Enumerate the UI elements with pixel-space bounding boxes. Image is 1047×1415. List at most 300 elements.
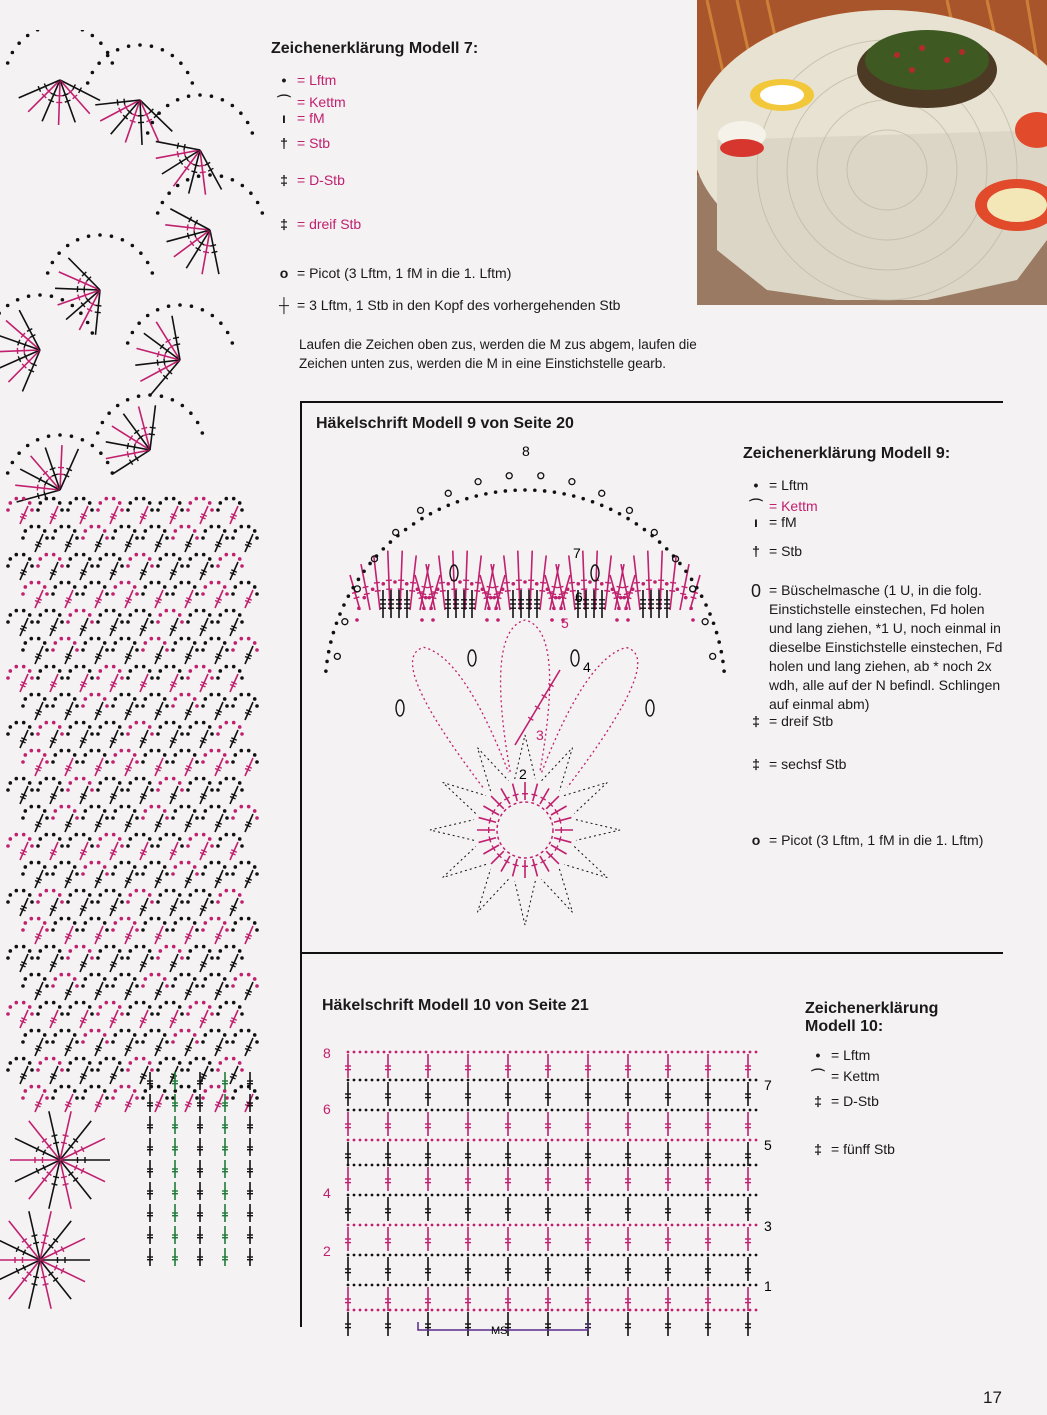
stitch-bar <box>199 165 205 166</box>
stitch-bar <box>65 100 71 102</box>
chain-dot <box>6 956 10 960</box>
chain-dot <box>74 665 78 669</box>
chain-dot <box>187 973 191 977</box>
chain-dot <box>164 609 168 613</box>
chain-dot <box>443 1109 446 1112</box>
chain-dot <box>113 865 117 869</box>
stitch-bar <box>669 591 675 592</box>
chain-dot <box>521 1139 524 1142</box>
chain-dot <box>180 788 184 792</box>
chain-dot <box>253 977 257 981</box>
chain-dot <box>575 1254 578 1257</box>
chain-dot <box>141 704 145 708</box>
stitch-bar <box>61 1176 67 1177</box>
chain-dot <box>14 777 18 781</box>
chain-dot <box>203 585 207 589</box>
chain-dot <box>749 1194 752 1197</box>
chain-dot <box>599 1079 602 1082</box>
chain-dot <box>96 900 100 904</box>
chain-dot <box>8 781 12 785</box>
chain-dot <box>737 1224 740 1227</box>
chain-dot <box>496 618 500 622</box>
chain-dot <box>53 585 57 589</box>
chain-dot <box>225 592 229 596</box>
chain-dot <box>158 669 162 673</box>
chain-dot <box>66 956 70 960</box>
chain-dot <box>665 582 669 586</box>
petal-outline <box>501 620 550 772</box>
chain-dot <box>88 837 92 841</box>
chain-dot <box>193 921 197 925</box>
chain-dot <box>665 547 669 551</box>
chain-dot <box>23 641 27 645</box>
chain-dot <box>383 1194 386 1197</box>
chain-dot <box>30 676 34 680</box>
chain-dot <box>218 725 222 729</box>
chain-dot <box>179 637 183 641</box>
chain-dot <box>66 564 70 568</box>
chain-dot <box>127 917 131 921</box>
chain-dot <box>515 1164 518 1167</box>
chain-dot <box>220 174 224 178</box>
chain-dot <box>719 1139 722 1142</box>
chain-dot <box>112 609 116 613</box>
chain-dot <box>53 1089 57 1093</box>
chain-dot <box>203 809 207 813</box>
chain-dot <box>6 788 10 792</box>
chain-dot <box>527 1164 530 1167</box>
chain-dot <box>605 1309 608 1312</box>
chain-dot <box>701 1309 704 1312</box>
chain-dot <box>658 540 662 544</box>
chain-dot <box>557 1284 560 1287</box>
stitch-bar <box>164 353 166 359</box>
chain-dot <box>327 650 331 654</box>
chain-dot <box>491 1309 494 1312</box>
chain-dot <box>210 508 214 512</box>
chain-dot <box>73 753 77 757</box>
chain-dot <box>545 1194 548 1197</box>
chain-dot <box>419 1284 422 1287</box>
chain-dot <box>128 893 132 897</box>
chain-dot <box>641 1309 644 1312</box>
chain-dot <box>737 1051 740 1054</box>
chain-dot <box>172 609 176 613</box>
chain-dot <box>332 631 336 635</box>
chain-dot <box>188 1005 192 1009</box>
chain-dot <box>737 1079 740 1082</box>
chain-dot <box>203 977 207 981</box>
chain-dot <box>210 732 214 736</box>
chain-dot <box>217 1029 221 1033</box>
chain-dot <box>535 582 539 586</box>
row-label-1: 1 <box>764 1278 772 1294</box>
stitch-bar <box>539 591 545 592</box>
chain-dot <box>66 1012 70 1016</box>
chain-dot <box>83 865 87 869</box>
stitch <box>554 818 571 823</box>
chain-dot <box>67 805 71 809</box>
chain-dot <box>455 1284 458 1287</box>
chain-dot <box>491 1109 494 1112</box>
chain-dot <box>82 497 86 501</box>
chain-dot <box>120 844 124 848</box>
chain-dot <box>179 1029 183 1033</box>
chain-dot <box>419 1309 422 1312</box>
chain-dot <box>629 1224 632 1227</box>
chain-dot <box>113 697 117 701</box>
chain-dot <box>57 251 61 255</box>
chain-dot <box>79 311 83 315</box>
chain-dot <box>443 1284 446 1287</box>
chain-dot <box>103 1033 107 1037</box>
stitch-bar <box>150 427 156 428</box>
chain-dot <box>6 676 10 680</box>
chain-dot <box>443 1224 446 1227</box>
picot-icon: o <box>751 832 761 848</box>
picot <box>538 473 544 479</box>
chain-dot <box>193 585 197 589</box>
chain-dot <box>43 921 47 925</box>
chain-dot <box>238 1005 242 1009</box>
chain-dot <box>104 889 108 893</box>
chain-dot <box>217 973 221 977</box>
chain-dot <box>148 501 152 505</box>
chain-dot <box>611 1051 614 1054</box>
chain-dot <box>647 1079 650 1082</box>
chain-dot <box>202 553 206 557</box>
chain-dot <box>713 1079 716 1082</box>
chain-dot <box>23 529 27 533</box>
chain-dot <box>515 1194 518 1197</box>
chain-dot <box>209 749 213 753</box>
chain-dot <box>497 1164 500 1167</box>
chain-dot <box>238 1061 242 1065</box>
chain-dot <box>689 606 693 610</box>
legend-label: = dreif Stb <box>297 216 362 232</box>
chain-dot <box>74 945 78 949</box>
chain-dot <box>68 893 72 897</box>
chain-dot <box>45 984 49 988</box>
chain-dot <box>58 725 62 729</box>
chain-dot <box>208 893 212 897</box>
chain-dot <box>743 1309 746 1312</box>
chain-dot <box>148 837 152 841</box>
chain-dot <box>148 669 152 673</box>
stitch-bar <box>53 1142 59 1143</box>
chain-dot <box>523 488 527 492</box>
chain-dot <box>113 977 117 981</box>
chain-dot <box>239 917 243 921</box>
chain-dot <box>375 554 379 558</box>
chain-dot <box>381 582 385 586</box>
chain-dot <box>665 1224 668 1227</box>
chain-dot <box>413 1194 416 1197</box>
chain-dot <box>52 1001 56 1005</box>
chain-dot <box>156 564 160 568</box>
chain-dot <box>75 704 79 708</box>
chain-dot <box>431 1164 434 1167</box>
chain-dot <box>82 609 86 613</box>
chain-dot <box>203 1033 207 1037</box>
chain-dot <box>128 613 132 617</box>
chain-dot <box>671 1051 674 1054</box>
chain-dot <box>701 1224 704 1227</box>
chain-dot <box>371 1109 374 1112</box>
chain-dot <box>552 606 556 610</box>
chain-dot <box>216 732 220 736</box>
chain-dot <box>172 833 176 837</box>
chain-dot <box>103 529 107 533</box>
chain-dot <box>82 889 86 893</box>
picot <box>599 490 605 496</box>
chain-dot <box>455 1051 458 1054</box>
chain-dot <box>563 1254 566 1257</box>
stitch-bar <box>184 150 185 156</box>
chain-dot <box>419 1109 422 1112</box>
chain-dot <box>365 1109 368 1112</box>
stitch-bar <box>440 591 446 592</box>
chain-dot <box>533 1051 536 1054</box>
chain-dot <box>653 1309 656 1312</box>
chain-dot <box>30 508 34 512</box>
chain-dot <box>527 1194 530 1197</box>
model9-chart <box>320 440 730 940</box>
chain-dot <box>208 725 212 729</box>
chain-dot <box>127 973 131 977</box>
chain-dot <box>81 438 85 442</box>
chain-dot <box>30 1068 34 1072</box>
chain-dot <box>359 1164 362 1167</box>
chain-dot <box>179 525 183 529</box>
chain-dot <box>473 1109 476 1112</box>
chain-dot <box>550 618 554 622</box>
chain-dot <box>165 984 169 988</box>
chain-dot <box>26 444 30 448</box>
stitch-bar <box>513 864 519 866</box>
chain-dot <box>103 1089 107 1093</box>
chain-dot <box>647 1284 650 1287</box>
chain-dot <box>209 973 213 977</box>
stitch <box>540 788 549 804</box>
chain-dot <box>255 648 259 652</box>
chain-dot <box>81 984 85 988</box>
chain-dot <box>371 587 375 591</box>
chain-dot <box>137 394 141 398</box>
chain-dot <box>231 704 235 708</box>
chain-dot <box>89 861 93 865</box>
chain-dot <box>121 238 125 242</box>
chain-dot <box>443 1164 446 1167</box>
chain-dot <box>165 1096 169 1100</box>
chain-dot <box>503 1109 506 1112</box>
chain-dot <box>198 93 202 97</box>
stitch-bar <box>540 582 546 583</box>
stitch-bar <box>193 164 199 166</box>
chain-dot <box>165 760 169 764</box>
chain-dot <box>485 1051 488 1054</box>
chain-dot <box>218 837 222 841</box>
chain-dot <box>413 1051 416 1054</box>
chain-dot <box>104 1001 108 1005</box>
chain-dot <box>202 721 206 725</box>
chain-dot <box>503 1164 506 1167</box>
chain-dot <box>195 536 199 540</box>
chain-dot <box>407 1284 410 1287</box>
chain-dot <box>713 1194 716 1197</box>
chain-dot <box>126 956 130 960</box>
chain-dot <box>677 1309 680 1312</box>
chain-dot <box>629 1079 632 1082</box>
chain-dot <box>180 564 184 568</box>
chain-dot <box>156 620 160 624</box>
chain-dot <box>650 534 654 538</box>
chain-dot <box>587 1139 590 1142</box>
chain-dot <box>515 1079 518 1082</box>
chain-dot <box>701 1139 704 1142</box>
chain-dot <box>128 949 132 953</box>
chain-dot <box>611 1164 614 1167</box>
chain-dot <box>233 921 237 925</box>
chain-dot <box>653 1164 656 1167</box>
chain-dot <box>239 1029 243 1033</box>
chain-dot <box>151 121 155 125</box>
chain-dot <box>600 504 604 508</box>
chain-dot <box>557 596 561 600</box>
chain-dot <box>43 641 47 645</box>
chain-dot <box>701 1194 704 1197</box>
stitch-bar <box>559 836 561 842</box>
chain-dot <box>232 833 236 837</box>
chain-dot <box>188 781 192 785</box>
chain-dot <box>377 1079 380 1082</box>
stitch-bar <box>549 597 555 599</box>
chain-dot <box>671 1309 674 1312</box>
chain-dot <box>731 1109 734 1112</box>
chain-dot <box>497 1139 500 1142</box>
stitch <box>551 845 567 854</box>
chain-dot <box>156 1068 160 1072</box>
chain-dot <box>161 48 165 52</box>
chain-dot <box>217 861 221 865</box>
chain-dot <box>133 585 137 589</box>
chain-dot <box>557 1254 560 1257</box>
chain-dot <box>128 1005 132 1009</box>
chain-dot <box>223 921 227 925</box>
chain-dot <box>623 1224 626 1227</box>
chain-dot <box>111 872 115 876</box>
chain-dot <box>377 1254 380 1257</box>
chain-dot <box>653 1254 656 1257</box>
stitch-bar <box>33 1242 39 1243</box>
chain-dot <box>659 1284 662 1287</box>
stitch-bar <box>52 474 58 476</box>
chain-dot <box>543 489 547 493</box>
chain-dot <box>695 1254 698 1257</box>
chain-dot <box>44 721 48 725</box>
stitch <box>554 838 571 843</box>
chain-spike <box>542 869 573 912</box>
chain-dot <box>365 1051 368 1054</box>
chain-dot <box>97 1085 101 1089</box>
chain-dot <box>695 1164 698 1167</box>
chain-dot <box>28 669 32 673</box>
chain-dot <box>156 900 160 904</box>
chain-dot <box>11 461 15 465</box>
chain-dot <box>467 1194 470 1197</box>
chain-dot <box>695 1224 698 1227</box>
chain-dot <box>142 889 146 893</box>
chain-dot <box>163 529 167 533</box>
chain-dot <box>743 1194 746 1197</box>
chain-dot <box>231 178 235 182</box>
chain-dot <box>171 760 175 764</box>
chain-dot <box>461 1194 464 1197</box>
chain-dot <box>623 1284 626 1287</box>
chain-dot <box>683 1224 686 1227</box>
chain-dot <box>216 900 220 904</box>
divider <box>300 401 302 954</box>
chain-dot <box>29 525 33 529</box>
chain-dot <box>551 1139 554 1142</box>
chain-dot <box>127 749 131 753</box>
chain-dot <box>193 809 197 813</box>
chain-dot <box>119 1085 123 1089</box>
chain-dot <box>75 928 79 932</box>
chain-dot <box>22 721 26 725</box>
chain-dot <box>74 777 78 781</box>
chain-dot <box>719 1194 722 1197</box>
stitch-bar <box>428 586 434 587</box>
chain-dot <box>202 1057 206 1061</box>
chain-dot <box>157 1085 161 1089</box>
chain-dot <box>473 1284 476 1287</box>
chain-dot <box>353 1194 356 1197</box>
chain-dot <box>141 1096 145 1100</box>
chain-dot <box>43 1033 47 1037</box>
chain-dot <box>128 837 132 841</box>
chain-dot <box>437 1309 440 1312</box>
chain-spike <box>430 820 474 841</box>
chain-dot <box>37 861 41 865</box>
stitch-bar <box>531 794 537 796</box>
chain-dot <box>455 1309 458 1312</box>
chain-dot <box>617 1051 620 1054</box>
chain-dot <box>81 30 85 32</box>
chain-dot <box>82 665 86 669</box>
chain-dot <box>148 1005 152 1009</box>
legend-row <box>743 832 983 848</box>
stitch-bar <box>127 443 128 449</box>
stitch <box>551 806 567 815</box>
chain-dot <box>479 1254 482 1257</box>
chain-dot <box>209 525 213 529</box>
chain-dot <box>731 1224 734 1227</box>
chain-dot <box>180 620 184 624</box>
chain-dot <box>134 497 138 501</box>
chain-dot <box>239 861 243 865</box>
chain-dot <box>164 777 168 781</box>
chain-dot <box>113 529 117 533</box>
chain-dot <box>581 1224 584 1227</box>
chain-dot <box>29 749 33 753</box>
chain-dot <box>684 569 688 573</box>
chain-dot <box>134 721 138 725</box>
chain-dot <box>707 1164 710 1167</box>
chain-dot <box>600 582 604 586</box>
chain-dot <box>165 816 169 820</box>
chain-dot <box>247 637 251 641</box>
